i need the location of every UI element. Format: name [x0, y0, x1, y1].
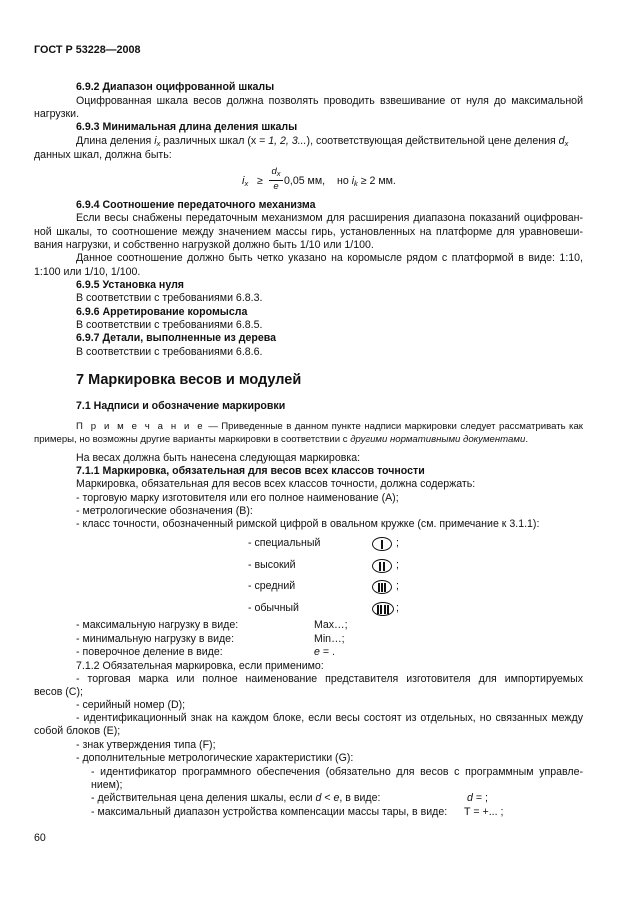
min-load-value: Min…;	[314, 633, 345, 645]
section-6-9-6-text: В соответствии с требованиями 6.8.5.	[76, 319, 263, 331]
verification-division-label: - поверочное деление в виде:	[76, 646, 223, 658]
list-item-metrological: - метрологические обозначения (В):	[76, 505, 253, 517]
section-6-9-4-text-1: Если весы снабжены передаточным механизмом для расширения диапазона показаний оцифрован-	[76, 212, 583, 224]
section-6-9-5-title: 6.9.5 Установка нуля	[76, 279, 184, 291]
section-7-1-1-text: Маркировка, обязательная для весов всех классов точности, должна содержать:	[76, 478, 476, 490]
class-high-label: - высокий	[248, 559, 296, 571]
class-i-oval-icon	[372, 537, 392, 551]
list-item-accuracy-class: - класс точности, обозначенный римской цифрой в овальном кружке (см. примечание к 3.1.1):	[76, 518, 540, 530]
item-e-line-1: - идентификационный знак на каждом блоке, если весы состоят из отдельных, но связанных между	[76, 712, 583, 724]
max-load-label: - максимальную нагрузку в виде:	[76, 619, 239, 631]
section-7-1-intro: На весах должна быть нанесена следующая маркировка:	[76, 452, 361, 464]
item-g1-line-1: - идентификатор программного обеспечения (обязательно для весов с программным управле-	[91, 766, 583, 778]
item-c-line-2: весов (С);	[34, 686, 83, 698]
section-6-9-5-text: В соответствии с требованиями 6.8.3.	[76, 292, 263, 304]
section-6-9-7-text: В соответствии с требованиями 6.8.6.	[76, 346, 263, 358]
item-g3: - максимальный диапазон устройства компенсации массы тары, в виде:	[91, 806, 448, 818]
class-iiii-oval-icon	[372, 602, 394, 616]
section-6-9-3-text-1: Длина деления $i_x$ различных шкал (x = 1, 2, 3...), соответствующая действительной цене деления $d_x$	[76, 135, 569, 148]
section-6-9-4-text-3: вания нагрузки, и собственно нагрузкой должно быть 1/10 или 1/100.	[34, 239, 374, 251]
verification-division-value: e = .	[314, 646, 335, 658]
list-item-trademark: - торговую марку изготовителя или его полное наименование (А);	[76, 492, 399, 504]
item-g1-line-2: нием);	[91, 779, 123, 791]
item-g3-value: Т = +... ;	[464, 806, 504, 818]
class-medium-label: - средний	[248, 580, 296, 592]
section-6-9-4-text-2: ной шкалы, то соотношение между значением массы гирь, установленных на платформе для уравновеши-	[34, 226, 583, 238]
item-d: - серийный номер (D);	[76, 699, 186, 711]
section-7-1-title: 7.1 Надписи и обозначение маркировки	[76, 400, 286, 412]
note-line-2: примеры, но возможны другие варианты маркировки в соответствии с другими нормативными документами.	[34, 434, 528, 445]
section-7-1-1-title: 7.1.1 Маркировка, обязательная для весов всех классов точности	[76, 465, 425, 477]
page-number: 60	[34, 832, 46, 844]
note-line-1: П р и м е ч а н и е — Приведенные в данном пункте надписи маркировки следует рассматривать как	[76, 421, 583, 432]
item-c-line-1: - торговая марка или полное наименование представителя изготовителя для импортируемых	[76, 673, 583, 685]
section-6-9-2-text-1: Оцифрованная шкала весов должна позволять проводить взвешивание от нуля до максимальной	[76, 95, 583, 107]
section-6-9-2-text-2: нагрузки.	[34, 108, 80, 120]
section-6-9-4-text-4: Данное соотношение должно быть четко указано на коромысле рядом с платформой в виде: 1:10,	[76, 252, 583, 264]
class-ordinary-label: - обычный	[248, 602, 299, 614]
item-e-line-2: собой блоков (Е);	[34, 725, 121, 737]
document-header: ГОСТ Р 53228—2008	[34, 44, 141, 56]
item-g: - дополнительные метрологические характеристики (G):	[76, 752, 354, 764]
item-g2-value: d = ;	[467, 792, 488, 804]
section-6-9-2-title: 6.9.2 Диапазон оцифрованной шкалы	[76, 81, 275, 93]
class-iii-oval-icon	[372, 580, 392, 594]
class-special-label: - специальный	[248, 537, 321, 549]
section-7-title: 7 Маркировка весов и модулей	[76, 372, 302, 388]
item-g2: - действительная цена деления шкалы, если d < e, в виде:	[91, 792, 381, 804]
section-6-9-4-text-5: 1:100 или 1/10, 1/100.	[34, 266, 141, 278]
section-6-9-6-title: 6.9.6 Арретирование коромысла	[76, 306, 248, 318]
section-6-9-3-text-2: данных шкал, должна быть:	[34, 149, 172, 161]
min-load-label: - минимальную нагрузку в виде:	[76, 633, 235, 645]
item-f: - знак утверждения типа (F);	[76, 739, 216, 751]
class-ii-oval-icon	[372, 559, 392, 573]
max-load-value: Max…;	[314, 619, 348, 631]
section-6-9-7-title: 6.9.7 Детали, выполненные из дерева	[76, 332, 276, 344]
section-6-9-3-title: 6.9.3 Минимальная длина деления шкалы	[76, 121, 298, 133]
section-6-9-4-title: 6.9.4 Соотношение передаточного механизма	[76, 199, 316, 211]
section-7-1-2-title: 7.1.2 Обязательная маркировка, если применимо:	[76, 660, 324, 672]
